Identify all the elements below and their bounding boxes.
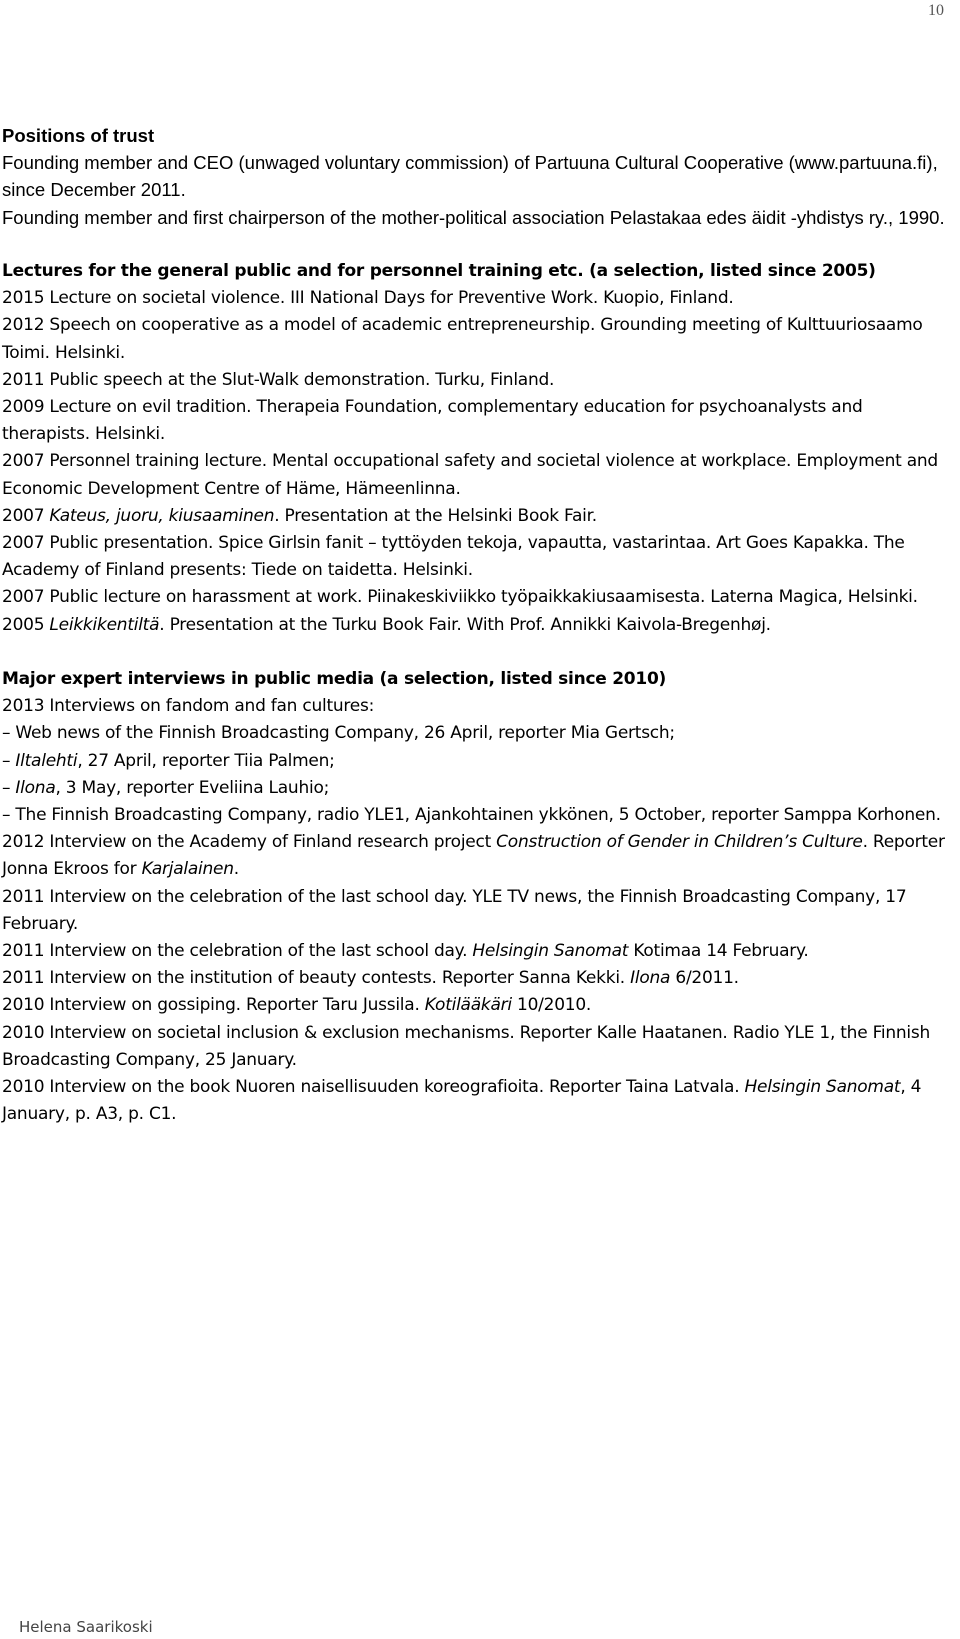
text-run: 2005 [2, 614, 50, 635]
text-run: , 4 January, p. A3, p. C1. [2, 1077, 922, 1125]
text-run: 2011 Interview on the institution of beauty contests. Reporter Sanna Kekki. [2, 968, 631, 989]
lectures-section [2, 258, 954, 639]
text-run: . Presentation at the Turku Book Fair. With Prof. Annikki Kaivola-Bregenhøj. [159, 614, 771, 635]
document-body [2, 122, 954, 1156]
page-footer-author: Helena Saarikoski [19, 1618, 153, 1636]
interview-entry [2, 829, 954, 883]
trust-entry: Founding member and first chairperson of the mother-political association Pelastakaa edes äidit -yhdistys ry., 1990. [2, 206, 945, 228]
text-run: 10/2010. [511, 995, 592, 1016]
italic-title: Ilona [630, 968, 671, 989]
interviews-section [2, 666, 954, 1128]
lecture-entry: 2009 Lecture on evil tradition. Therapeia Foundation, complementary education for psychoanalysts and therapists. Helsinki. [2, 397, 863, 445]
section-heading-trust: Positions of trust [2, 125, 155, 146]
interview-entry: – The Finnish Broadcasting Company, radio YLE1, Ajankohtainen ykkönen, 5 October, reporter Samppa Korhonen. [2, 805, 941, 826]
italic-title: Helsingin Sanomat [744, 1077, 901, 1098]
lecture-entry: 2015 Lecture on societal violence. III National Days for Preventive Work. Kuopio, Finland. [2, 288, 734, 309]
interview-entry [2, 748, 954, 775]
interview-entry: 2011 Interview on the celebration of the last school day. YLE TV news, the Finnish Broadcasting Company, 17 February. [2, 886, 907, 934]
interview-entry: – Web news of the Finnish Broadcasting Company, 26 April, reporter Mia Gertsch; [2, 723, 675, 744]
text-run: . [233, 859, 239, 880]
text-run: 2010 Interview on gossiping. Reporter Taru Jussila. [2, 995, 425, 1016]
interview-entry [2, 965, 954, 992]
italic-title: Helsingin Sanomat [472, 941, 629, 962]
italic-title: Kotilääkäri [424, 995, 512, 1016]
text-run: , 3 May, reporter Eveliina Lauhio; [55, 777, 330, 798]
section-heading-lectures: Lectures for the general public and for personnel training etc. (a selection, listed since 2005) [2, 261, 876, 281]
page-number: 10 [928, 2, 944, 19]
interview-entry [2, 775, 954, 802]
italic-title: Leikkikentiltä [49, 614, 160, 635]
positions-of-trust-section [2, 122, 954, 231]
text-run: 2011 Interview on the celebration of the last school day. [2, 941, 473, 962]
lecture-entry [2, 503, 954, 530]
interview-entry [2, 992, 954, 1019]
text-run: 2010 Interview on the book Nuoren naisellisuuden koreografioita. Reporter Taina Latvala. [2, 1077, 745, 1098]
text-run: 6/2011. [670, 968, 739, 989]
text-run: – [2, 750, 16, 771]
section-heading-interviews: Major expert interviews in public media (a selection, listed since 2010) [2, 669, 667, 690]
text-run: 2007 [2, 505, 50, 526]
text-run: 2012 Interview on the Academy of Finland research project [2, 832, 497, 853]
lecture-entry: 2007 Public presentation. Spice Girlsin fanit – tyttöyden tekoja, vapautta, vastarintaa. Art Goes Kapakka. The Academy of Finland presents: Tiede on taidetta. Helsinki. [2, 533, 905, 581]
lecture-entry: 2012 Speech on cooperative as a model of academic entrepreneurship. Grounding meeting of Kulttuuriosaamo Toimi. Helsinki. [2, 315, 923, 363]
text-run: Kotimaa 14 February. [628, 941, 809, 962]
italic-title: Ilona [15, 777, 56, 798]
interview-entry [2, 1074, 954, 1128]
interview-entry: 2013 Interviews on fandom and fan cultures: [2, 696, 375, 717]
lecture-entry: 2007 Public lecture on harassment at work. Piinakeskiviikko työpaikkakiusaamisesta. Laterna Magica, Helsinki. [2, 587, 918, 608]
interview-entry [2, 938, 954, 965]
trust-entry: Founding member and CEO (unwaged voluntary commission) of Partuuna Cultural Cooperative (www.partuuna.fi), since December 2011. [2, 152, 938, 201]
lecture-entry: 2007 Personnel training lecture. Mental occupational safety and societal violence at workplace. Employment and Economic Development Centre of Häme, Hämeenlinna. [2, 451, 938, 499]
interview-entry: 2010 Interview on societal inclusion & exclusion mechanisms. Reporter Kalle Haatanen. Radio YLE 1, the Finnish Broadcasting Company, 25 January. [2, 1022, 930, 1070]
italic-title: Iltalehti [15, 750, 78, 771]
italic-title: Karjalainen [141, 859, 234, 880]
text-run: . Presentation at the Helsinki Book Fair. [274, 505, 597, 526]
text-run: – [2, 777, 16, 798]
lecture-entry [2, 612, 954, 639]
italic-title: Construction of Gender in Children’s Culture [496, 832, 863, 853]
text-run: , 27 April, reporter Tiia Palmen; [77, 750, 335, 771]
text-run: . Reporter Jonna Ekroos for [2, 832, 945, 880]
italic-title: Kateus, juoru, kiusaaminen [49, 505, 275, 526]
lecture-entry: 2011 Public speech at the Slut-Walk demonstration. Turku, Finland. [2, 369, 555, 390]
